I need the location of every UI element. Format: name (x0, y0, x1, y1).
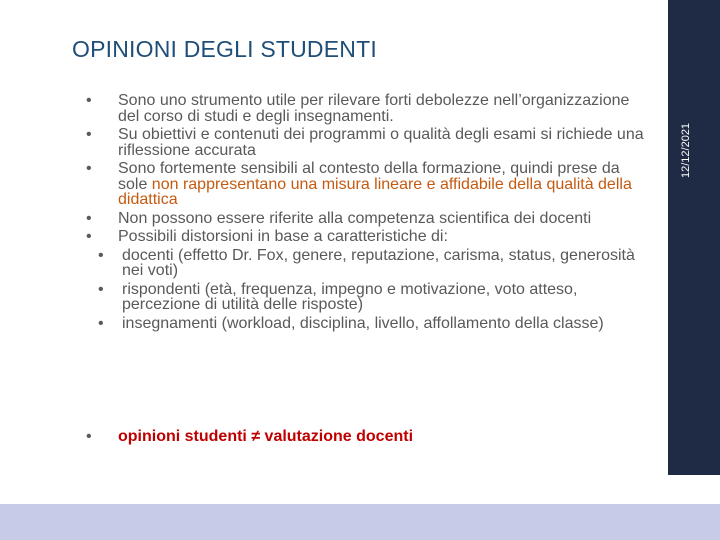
bullet-marker: • (98, 314, 104, 332)
page-number-box (676, 437, 712, 473)
bullet-marker: • (86, 428, 92, 445)
bullet-text-highlight: non rappresentano una misura lineare e affidabile della qualità della didattica (118, 175, 632, 208)
bullet-marker: • (98, 280, 104, 298)
sub-bullet-text: rispondenti (età, frequenza, impegno e motivazione, voto atteso, percezione di utilità delle risposte) (122, 280, 578, 313)
sub-bullet-text: insegnamenti (workload, disciplina, livello, affollamento della classe) (122, 314, 604, 332)
bullet-marker: • (86, 209, 92, 227)
bullet-list (86, 93, 646, 334)
bullet-marker: • (98, 246, 104, 264)
sub-bullet-text: docenti (effetto Dr. Fox, genere, reputazione, carisma, status, generosità nei voti) (122, 246, 635, 279)
bullet-item (86, 161, 646, 208)
bullet-text: Sono fortemente sensibili al contesto della formazione, quindi prese da sole (118, 160, 620, 193)
bullet-item (86, 229, 646, 245)
bullet-marker: • (86, 92, 92, 109)
bullet-marker: • (86, 126, 92, 143)
bullet-text: Possibili distorsioni in base a caratteristiche di: (118, 228, 448, 245)
slide-title: OPINIONI DEGLI STUDENTI (72, 36, 377, 62)
slide-date: 12/12/2021 (680, 122, 692, 178)
sub-bullet-item (98, 316, 646, 332)
side-bar (668, 0, 720, 475)
sub-bullet-item (98, 282, 646, 313)
sub-bullet-item (98, 248, 646, 279)
bullet-text: Su obiettivi e contenuti dei programmi o qualità degli esami si richiede una riflessione accurata (118, 126, 644, 159)
page-number: 7 (690, 448, 698, 462)
bottom-bar (0, 504, 720, 540)
bullet-marker: • (86, 160, 92, 177)
final-bullet (86, 428, 413, 446)
bullet-item (86, 127, 646, 158)
final-bullet-text: opinioni studenti ≠ valutazione docenti (118, 428, 414, 445)
bullet-text: Non possono essere riferite alla competenza scientifica dei docenti (118, 209, 592, 227)
bullet-marker: • (86, 228, 92, 245)
bullet-item (86, 211, 646, 227)
bullet-text: Sono uno strumento utile per rilevare forti debolezze nell’organizzazione del corso di studi e degli insegnamenti. (118, 92, 630, 125)
bullet-item (86, 93, 646, 124)
